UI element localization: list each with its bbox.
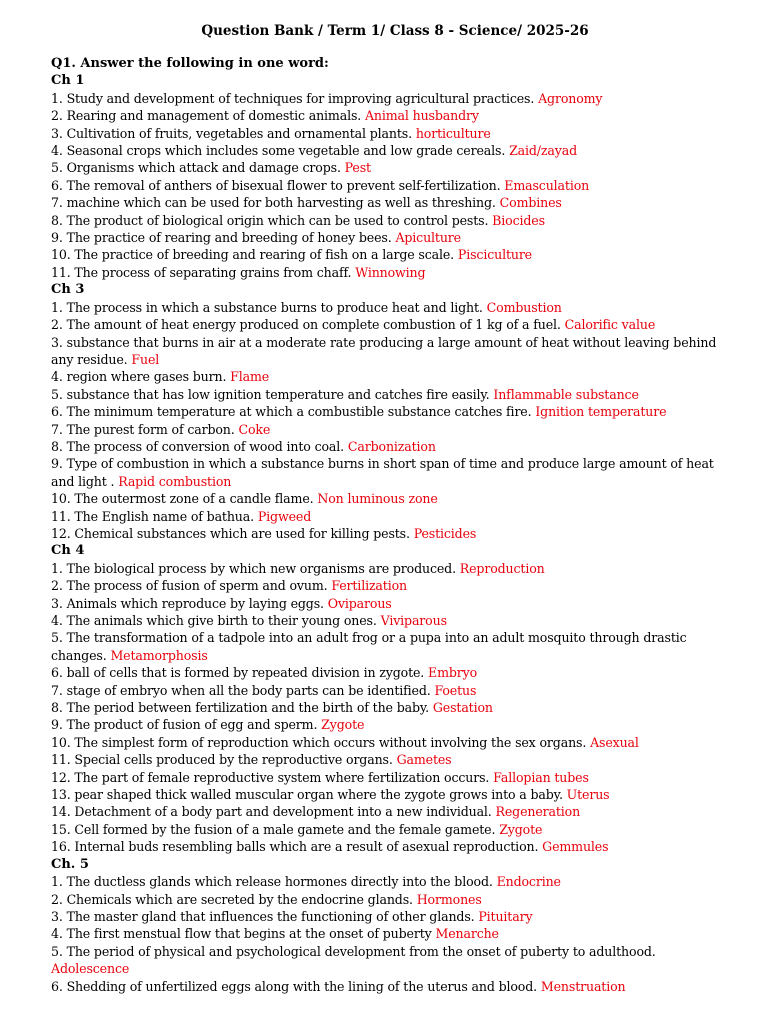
question-item: [51, 891, 731, 908]
question-text: 1. The ductless glands which release hormones directly into the blood.: [51, 874, 493, 890]
question-item: [51, 142, 731, 159]
chapter-section: [51, 281, 731, 542]
answer-text: Viviparous: [380, 613, 447, 628]
answer-text: Coke: [238, 421, 271, 437]
question-item: [51, 125, 731, 142]
chapter-heading: Ch 3: [51, 282, 85, 298]
answer-text: Non luminous zone: [317, 491, 438, 507]
question-item: [51, 803, 731, 820]
question-text: 2. The amount of heat energy produced on complete combustion of 1 kg of a fuel.: [51, 317, 561, 333]
question-item: [51, 699, 731, 716]
answer-text: Gametes: [396, 752, 452, 768]
question-item: [51, 368, 731, 385]
question-item: [51, 177, 731, 194]
question-item: [51, 159, 731, 176]
question-text: 8. The product of biological origin which can be used to control pests.: [51, 212, 489, 228]
question-text: 9. The product of fusion of egg and sperm.: [51, 717, 318, 733]
question-text: 5. substance that has low ignition temperature and catches fire easily.: [51, 386, 490, 402]
question-text: 5. Organisms which attack and damage crops.: [51, 160, 341, 176]
question-item: [51, 299, 731, 316]
question-item: [51, 734, 731, 751]
question-text: 11. The English name of bathua.: [51, 508, 254, 524]
answer-text: Animal husbandry: [364, 108, 479, 124]
question-text: 5. The transformation of a tadpole into an adult frog or a pupa into an adult mosquito through drastic changes.: [51, 630, 687, 663]
answer-text: Regeneration: [495, 804, 581, 820]
answer-text: Emasculation: [504, 177, 590, 193]
question-text: 6. Shedding of unfertilized eggs along with the lining of the uterus and blood.: [51, 978, 538, 994]
question-text: 14. Detachment of a body part and development into a new individual.: [51, 804, 492, 820]
question-text: 5. The period of physical and psychological development from the onset of puberty to adulthood.: [51, 943, 656, 959]
answer-text: Agronomy: [538, 90, 603, 106]
question-text: 4. The animals which give birth to their young ones.: [51, 613, 377, 628]
question-item: [51, 438, 731, 455]
question-item: [51, 490, 731, 507]
answer-text: Asexual: [590, 734, 639, 750]
question-text: 3. Cultivation of fruits, vegetables and ornamental plants.: [51, 125, 412, 141]
answer-text: Menarche: [435, 926, 499, 942]
chapter-heading: Ch 4: [51, 543, 85, 559]
answer-text: Fertilization: [331, 578, 407, 594]
answer-text: Oviparous: [327, 595, 392, 611]
question-text: 12. The part of female reproductive system where fertilization occurs.: [51, 769, 490, 785]
question-text: 6. ball of cells that is formed by repeated division in zygote.: [51, 665, 425, 681]
question-text: 3. The master gland that influences the functioning of other glands.: [51, 908, 475, 924]
answer-text: Rapid combustion: [118, 473, 232, 489]
question-bank-page: [51, 23, 731, 995]
question-text: 6. The removal of anthers of bisexual flower to prevent self-fertilization.: [51, 177, 501, 193]
answer-text: Pituitary: [478, 908, 533, 924]
question-text: 7. stage of embryo when all the body parts can be identified.: [51, 682, 431, 698]
answer-text: Ignition temperature: [535, 404, 667, 420]
question-item: [51, 595, 731, 612]
answer-text: Combustion: [486, 299, 562, 315]
answer-text: Zygote: [321, 717, 365, 733]
question-text: 13. pear shaped thick walled muscular organ where the zygote grows into a baby.: [51, 787, 563, 803]
question-text: 7. The purest form of carbon.: [51, 421, 235, 437]
answer-text: Flame: [230, 369, 270, 385]
question-item: [51, 786, 731, 803]
answer-text: Apiculture: [395, 230, 461, 246]
answer-text: Reproduction: [459, 560, 545, 576]
answer-text: Adolescence: [51, 961, 130, 977]
answer-text: Hormones: [416, 891, 482, 907]
question-text: 11. Special cells produced by the reproductive organs.: [51, 752, 393, 768]
question-item: [51, 194, 731, 211]
answer-text: Winnowing: [355, 264, 426, 280]
chapter-section: [51, 542, 731, 855]
answer-text: Embryo: [428, 665, 478, 681]
question-item: [51, 943, 731, 978]
answer-text: Carbonization: [347, 438, 436, 454]
answer-text: Biocides: [492, 212, 545, 228]
question-item: [51, 873, 731, 890]
answer-text: Uterus: [566, 787, 610, 803]
question-text: 6. The minimum temperature at which a combustible substance catches fire.: [51, 404, 532, 420]
answer-text: Endocrine: [496, 874, 561, 890]
question-item: [51, 264, 731, 281]
question-text: 10. The outermost zone of a candle flame.: [51, 491, 314, 507]
question-item: [51, 403, 731, 420]
answer-text: Gemmules: [542, 839, 609, 855]
answer-text: Calorific value: [564, 317, 656, 333]
question-text: 3. Animals which reproduce by laying eggs.: [51, 595, 324, 611]
question-item: [51, 316, 731, 333]
question-text: 16. Internal buds resembling balls which are a result of asexual reproduction.: [51, 839, 539, 855]
question-text: 10. The simplest form of reproduction which occurs without involving the sex organs.: [51, 734, 587, 750]
answer-text: Gestation: [432, 700, 493, 716]
question-item: [51, 577, 731, 594]
chapters-container: [51, 72, 731, 995]
question-item: [51, 664, 731, 681]
answer-text: horticulture: [415, 125, 491, 141]
question-item: [51, 838, 731, 855]
question-text: 4. region where gases burn.: [51, 369, 227, 385]
question-item: [51, 925, 731, 942]
question-text: 2. Chemicals which are secreted by the endocrine glands.: [51, 891, 413, 907]
question-item: [51, 90, 731, 107]
answer-text: Menstruation: [540, 978, 626, 994]
answer-text: Zaid/zayad: [509, 143, 577, 159]
chapter-section: [51, 72, 731, 281]
question-text: 8. The period between fertilization and the birth of the baby.: [51, 700, 430, 716]
question-item: [51, 107, 731, 124]
answer-text: Fallopian tubes: [493, 769, 589, 785]
question-text: 10. The practice of breeding and rearing of fish on a large scale.: [51, 247, 455, 263]
question-item: [51, 229, 731, 246]
question-text: 9. Type of combustion in which a substance burns in short span of time and produce large amount of heat and light .: [51, 456, 714, 489]
question-item: [51, 716, 731, 733]
question-item: [51, 560, 731, 577]
answer-text: Pigweed: [257, 508, 312, 524]
answer-text: Pesticides: [413, 525, 477, 541]
chapter-heading: Ch. 5: [51, 856, 89, 872]
answer-text: Combines: [499, 195, 562, 211]
question-item: [51, 508, 731, 525]
answer-text: Metamorphosis: [110, 647, 208, 663]
question-text: 2. The process of fusion of sperm and ovum.: [51, 578, 328, 594]
question-text: 9. The practice of rearing and breeding of honey bees.: [51, 230, 392, 246]
chapter-section: [51, 856, 731, 995]
chapter-heading: Ch 1: [51, 73, 85, 89]
question-text: 1. Study and development of techniques for improving agricultural practices.: [51, 90, 535, 106]
answer-text: Pest: [344, 160, 371, 176]
question-item: [51, 821, 731, 838]
answer-text: Fuel: [131, 351, 160, 367]
question-text: 12. Chemical substances which are used for killing pests.: [51, 525, 410, 541]
answer-text: Pisciculture: [457, 247, 532, 263]
question-text: 4. Seasonal crops which includes some vegetable and low grade cereals.: [51, 143, 506, 159]
question-text: 3. substance that burns in air at a moderate rate producing a large amount of heat without leaving behind any residue.: [51, 334, 717, 367]
question-item: [51, 421, 731, 438]
question-item: [51, 246, 731, 263]
question-text: 11. The process of separating grains from chaff.: [51, 264, 352, 280]
question-text: 2. Rearing and management of domestic animals.: [51, 108, 362, 124]
answer-text: Zygote: [499, 821, 543, 837]
question-item: [51, 682, 731, 699]
question-item: [51, 908, 731, 925]
question-item: [51, 612, 731, 629]
question-text: 15. Cell formed by the fusion of a male gamete and the female gamete.: [51, 821, 496, 837]
question-item: [51, 751, 731, 768]
question-text: 1. The process in which a substance burns to produce heat and light.: [51, 299, 483, 315]
question-text: 1. The biological process by which new organisms are produced.: [51, 560, 456, 576]
question-item: [51, 334, 731, 369]
question-item: [51, 769, 731, 786]
question-item: [51, 212, 731, 229]
question-text: 8. The process of conversion of wood into coal.: [51, 438, 345, 454]
question-text: 4. The first menstual flow that begins at the onset of puberty: [51, 926, 432, 942]
question-text: 7. machine which can be used for both harvesting as well as threshing.: [51, 195, 496, 211]
question-heading: Q1. Answer the following in one word:: [51, 56, 329, 71]
question-item: [51, 525, 731, 542]
answer-text: Foetus: [434, 682, 477, 698]
question-item: [51, 629, 731, 664]
question-item: [51, 978, 731, 995]
document-title: Question Bank / Term 1/ Class 8 - Science/ 2025-26: [201, 23, 589, 39]
question-item: [51, 386, 731, 403]
question-item: [51, 455, 731, 490]
answer-text: Inflammable substance: [493, 386, 639, 402]
